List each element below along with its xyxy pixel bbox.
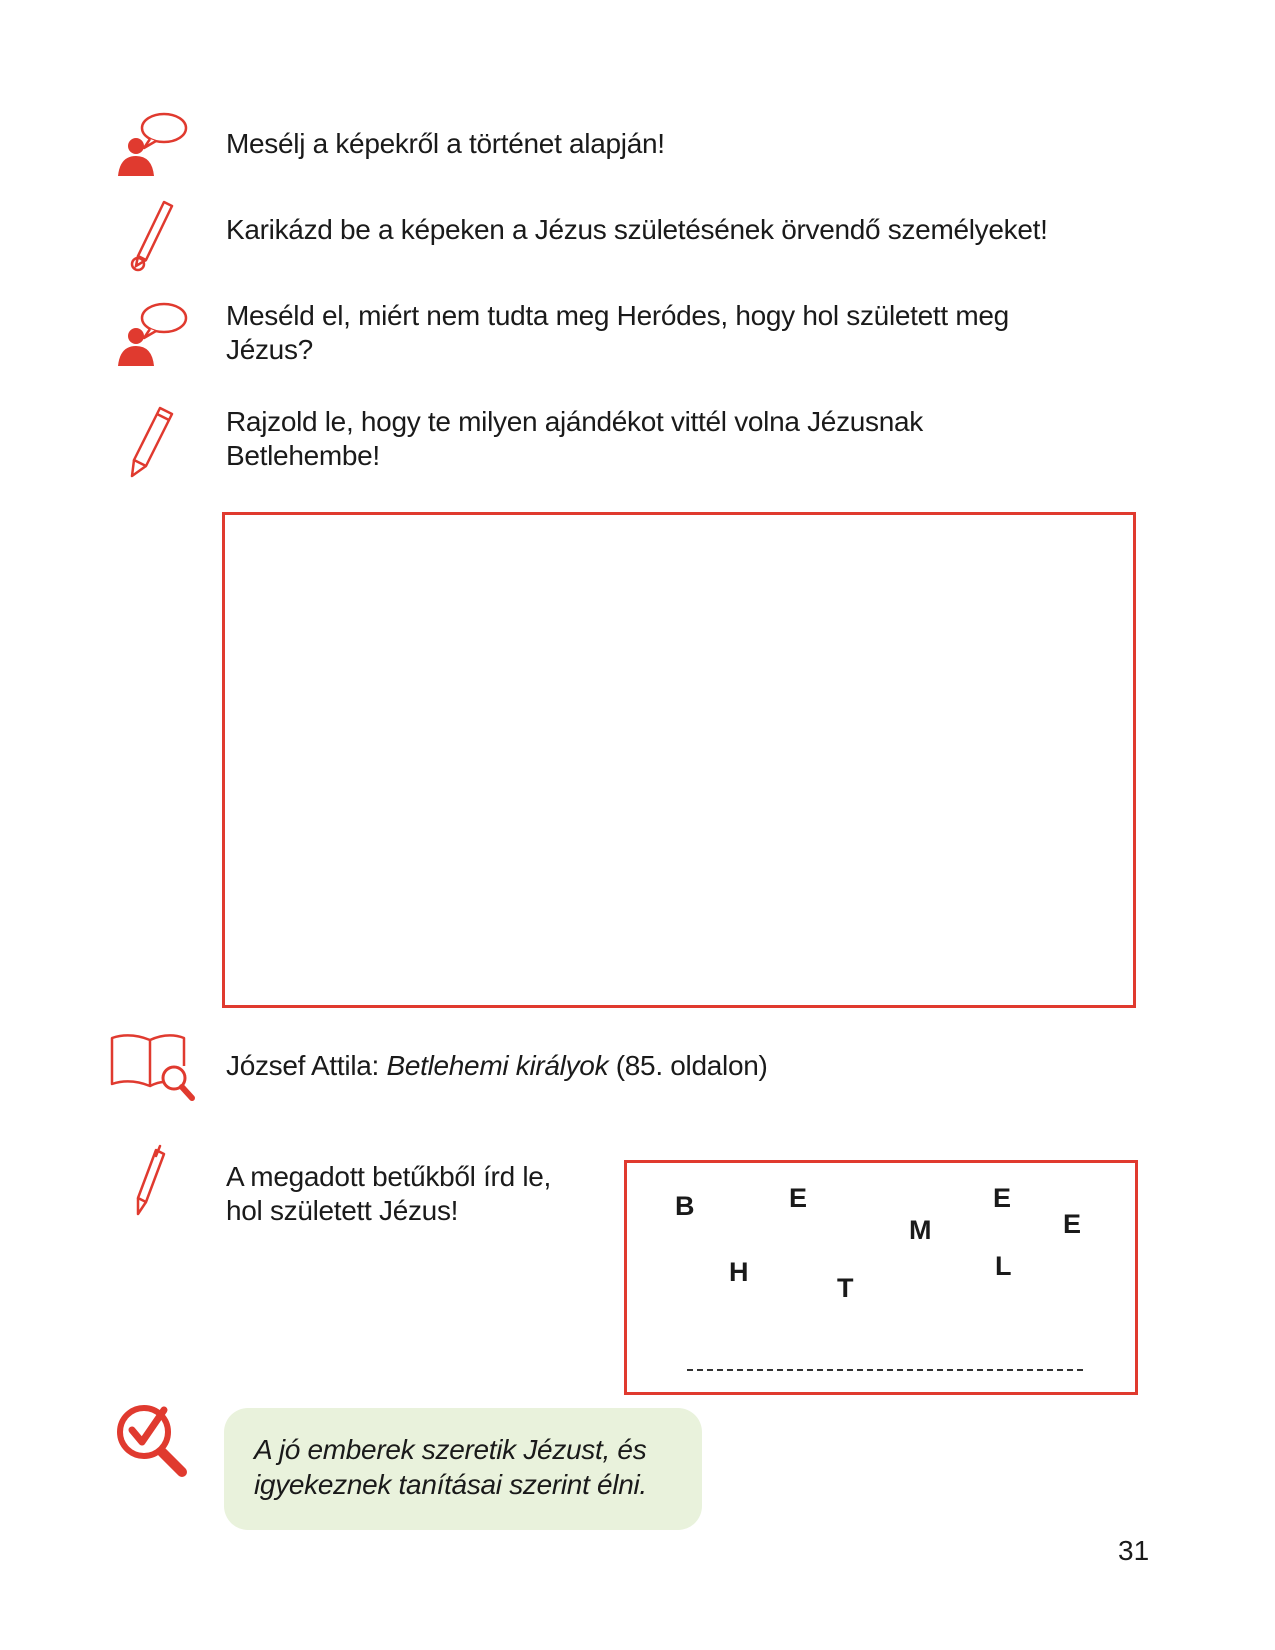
answer-line[interactable] (687, 1369, 1083, 1371)
puzzle-line-2: hol született Jézus! (226, 1195, 459, 1226)
puzzle-letter: L (995, 1251, 1012, 1281)
task-4-text (226, 405, 923, 473)
pencil-circle-icon (128, 198, 176, 272)
puzzle-letter: E (1063, 1209, 1082, 1239)
pencil-icon (128, 404, 176, 480)
reading-page-ref: (85. oldalon) (608, 1050, 768, 1081)
task-2-text: Karikázd be a képeken a Jézus születésének örvendő személyeket! (226, 214, 1048, 245)
puzzle-letter: M (909, 1215, 932, 1245)
reading-reference (226, 1049, 768, 1083)
task-4-line-1: Rajzold le, hogy te milyen ajándékot vittél volna Jézusnak (226, 406, 923, 437)
letter-puzzle-box (624, 1160, 1138, 1395)
task-1-text: Mesélj a képekről a történet alapján! (226, 128, 665, 159)
pen-icon (134, 1144, 168, 1220)
puzzle-letter: E (993, 1183, 1012, 1213)
summary-box (224, 1408, 702, 1530)
reading-title: Betlehemi királyok (386, 1050, 609, 1081)
task-3-line-2: Jézus? (226, 334, 313, 365)
page-number: 31 (1118, 1535, 1150, 1566)
summary-line-1: A jó emberek szeretik Jézust, és (254, 1434, 647, 1465)
task-3-text (226, 299, 1009, 367)
puzzle-letter: T (837, 1273, 854, 1303)
task-3-line-1: Meséld el, miért nem tudta meg Heródes, hogy hol született meg (226, 300, 1009, 331)
summary-line-2: igyekeznek tanításai szerint élni. (254, 1469, 647, 1500)
puzzle-letter: E (789, 1183, 808, 1213)
puzzle-letter: B (675, 1191, 695, 1221)
summary-text (254, 1432, 647, 1502)
drawing-area[interactable] (222, 512, 1136, 1008)
speaking-person-icon (114, 300, 190, 368)
puzzle-text (226, 1160, 551, 1228)
checkmark-magnifier-icon (112, 1400, 192, 1478)
reading-author: József Attila: (226, 1050, 387, 1081)
speaking-person-icon (114, 110, 190, 178)
task-4-line-2: Betlehembe! (226, 440, 380, 471)
puzzle-line-1: A megadott betűkből írd le, (226, 1161, 552, 1192)
book-magnifier-icon (108, 1032, 198, 1104)
puzzle-letter: H (729, 1257, 749, 1287)
